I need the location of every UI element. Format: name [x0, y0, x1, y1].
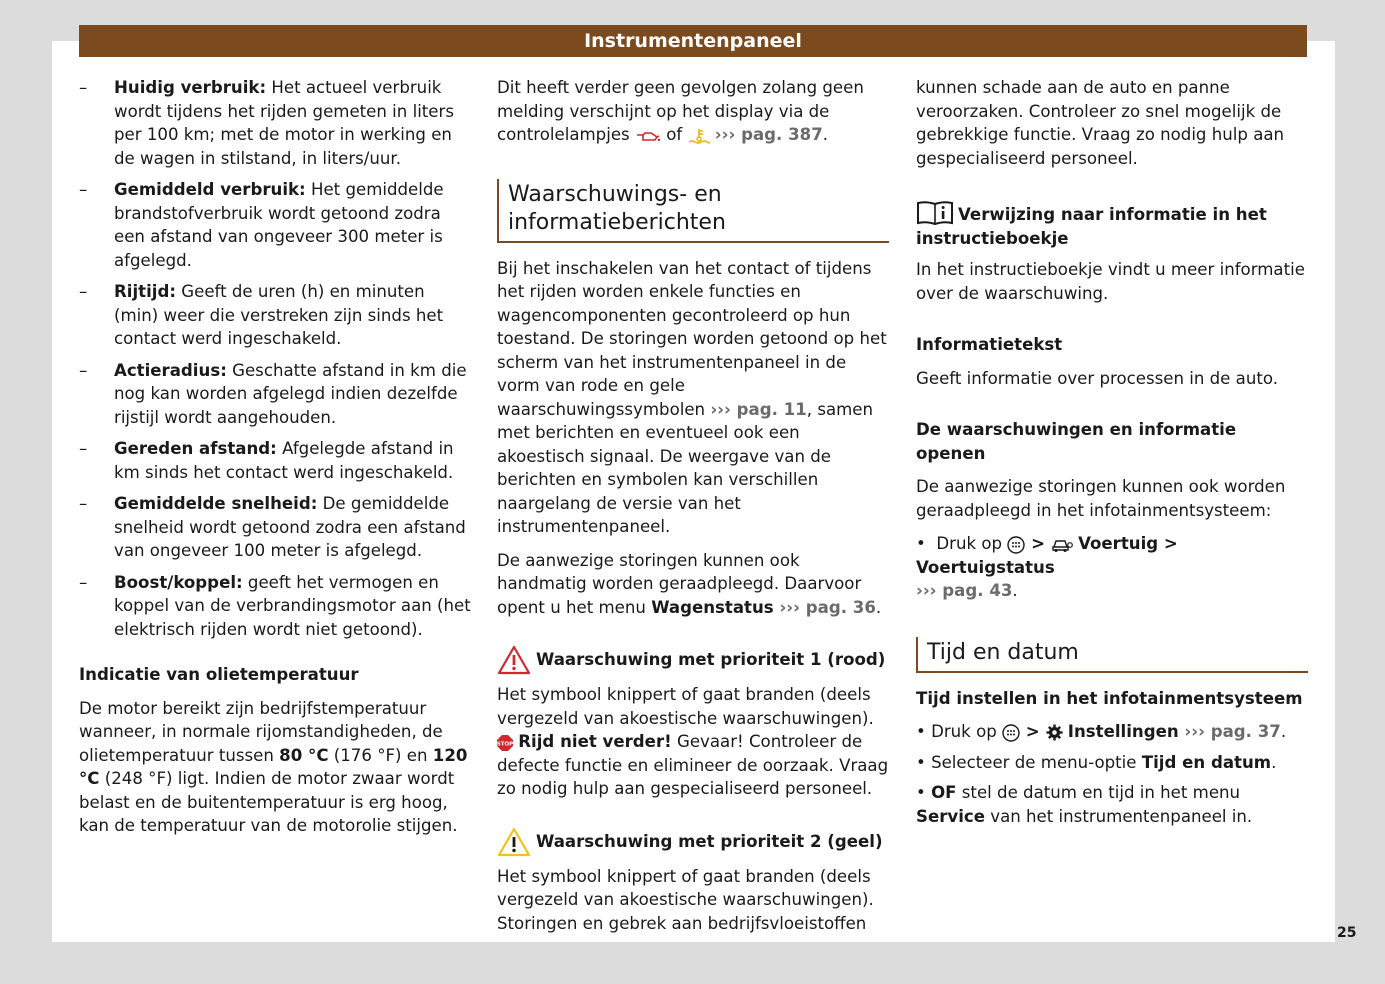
warning-priority-1-text: Het symbool knippert of gaat branden (deels vergezeld van akoestische waarschuwingen). STOP Rijd niet verder! Gevaar! Controleer de defecte functie en elimineer de oorzaak. Vraag zo nodig hulp aan gespecialiseerd personeel. — [497, 685, 889, 798]
red-warning-triangle-icon — [497, 645, 531, 675]
list-item: – Rijtijd: Geeft de uren (h) en minuten (min) weer die verstreken zijn sinds het contact werd ingeschakeld. — [79, 282, 444, 348]
list-item: – Gemiddelde snelheid: De gemiddelde snelheid wordt getoond zodra een afstand van ongeveer 100 meter is afgelegd. — [79, 494, 466, 560]
menu-grid-icon — [1007, 536, 1025, 554]
warning-priority-1-heading: Waarschuwing met prioriteit 1 (rood) — [497, 645, 889, 675]
vehicle-icon — [1051, 537, 1073, 553]
section-title-warnings: Waarschuwings- en informatieberichten — [497, 179, 889, 243]
page-ref-link[interactable]: ››› pag. 43 — [916, 581, 1013, 600]
warning-priority-2-text: Het symbool knippert of gaat branden (deels vergezeld van akoestische waarschuwingen). Storingen en gebrek aan bedrijfsvloeistoffen — [497, 866, 874, 933]
open-warnings-paragraph: De aanwezige storingen kunnen ook worden geraadpleegd in het infotainmentsysteem: — [916, 477, 1286, 520]
list-item: • Druk op > Instellingen ››› pag. 37. — [916, 722, 1287, 741]
oil-temp-paragraph: De motor bereikt zijn bedrijfstemperatuur wanneer, in normale rijomstandigheden, de olietemperatuur tussen 80 °C (176 °F) en 120 °C (248 °F) ligt. Indien de motor zwaar wordt belast en de buitentemperatuur is erg hoog, kan de temperatuur van de motorolie stijgen. — [79, 698, 468, 835]
note-text: In het instructieboekje vindt u meer informatie over de waarschuwing. — [916, 260, 1305, 303]
intro-paragraph: Dit heeft verder geen gevolgen zolang geen melding verschijnt op het display via de controlelampjes of ››› pag. 387. — [497, 78, 864, 144]
warnings-paragraph: Bij het inschakelen van het contact of tijdens het rijden worden enkele functies en wagencomponenten gecontroleerd op hun toestand. De storingen worden getoond op het scherm van het instrumentenpaneel in de vorm van rode en gele waarschuwingssymbolen ››› pag. 11, samen met berichten en eventueel ook een akoestisch signaal. De weergave van de berichten en symbolen kan verschillen naargelang de versie van het instrumentenpaneel. — [497, 258, 887, 536]
list-item: – Boost/koppel: geeft het vermogen en koppel van de verbrandingsmotor aan (het elektrisch rijden wordt niet getoond). — [79, 572, 471, 639]
page-header — [79, 25, 1307, 57]
list-item: – Gemiddeld verbruik: Het gemiddelde brandstofverbruik wordt getoond zodra een afstand van ongeveer 300 meter is afgelegd. — [79, 180, 444, 270]
page-header-title: Instrumentenpaneel — [584, 30, 802, 52]
continued-paragraph: kunnen schade aan de auto en panne veroorzaken. Controleer zo snel mogelijk de gebrekkige functie. Vraag zo nodig hulp aan gespecialiseerd personeel. — [916, 78, 1285, 168]
set-time-steps — [916, 720, 1308, 828]
gear-icon — [1046, 724, 1063, 741]
info-text-heading: Informatietekst — [916, 335, 1063, 354]
page-ref-link[interactable]: ››› pag. 36 — [773, 597, 876, 617]
page-ref-link[interactable]: ››› pag. 37 — [1178, 722, 1281, 741]
section-title-time-date: Tijd en datum — [916, 637, 1308, 673]
list-item: – Actieradius: Geschatte afstand in km die nog kan worden afgelegd indien dezelfde rijstijl wordt aangehouden. — [79, 360, 467, 427]
manual-check-paragraph: De aanwezige storingen kunnen ook handmatig worden geraadpleegd. Daarvoor opent u het menu Wagenstatus ››› pag. 36. — [497, 550, 882, 617]
open-warnings-heading: De waarschuwingen en informatie openen — [916, 420, 1237, 463]
page-ref-link[interactable]: ››› pag. 11 — [710, 399, 807, 419]
oil-temp-heading: Indicatie van olietemperatuur — [79, 665, 359, 684]
open-warnings-steps — [916, 532, 1308, 603]
column-2 — [497, 76, 889, 945]
svg-text:STOP: STOP — [497, 741, 513, 747]
column-3 — [916, 76, 1308, 835]
note-heading: Verwijzing naar informatie in het instructieboekje — [916, 200, 1308, 250]
column-1 — [79, 76, 474, 848]
list-item: • Druk op > Voertuig > Voertuigstatus ››› pag. 43. — [916, 534, 1178, 600]
list-item: • Selecteer de menu-optie Tijd en datum. — [916, 752, 1277, 772]
info-text-paragraph: Geeft informatie over processen in de auto. — [916, 368, 1278, 388]
set-time-heading: Tijd instellen in het infotainmentsysteem — [916, 688, 1303, 708]
coolant-icon — [688, 128, 710, 144]
warning-priority-2-heading: Waarschuwing met prioriteit 2 (geel) — [497, 827, 889, 857]
list-item: – Gereden afstand: Afgelegde afstand in km sinds het contact werd ingeschakeld. — [79, 439, 454, 482]
yellow-warning-triangle-icon — [497, 827, 531, 857]
page-number: 25 — [1337, 925, 1357, 941]
stop-icon — [497, 735, 513, 751]
menu-grid-icon — [1002, 724, 1020, 742]
list-item: • OF stel de datum en tijd in het menu Service van het instrumentenpaneel in. — [916, 783, 1253, 826]
trip-data-list — [79, 76, 474, 641]
page-ref-link[interactable]: ››› pag. 387 — [714, 125, 823, 144]
list-item: – Huidig verbruik: Het actueel verbruik wordt tijdens het rijden gemeten in liters per 100 km; met de motor in werking en de wagen in stilstand, in liters/uur. — [79, 78, 454, 168]
info-book-icon — [916, 200, 954, 226]
oil-pressure-icon — [635, 129, 661, 143]
